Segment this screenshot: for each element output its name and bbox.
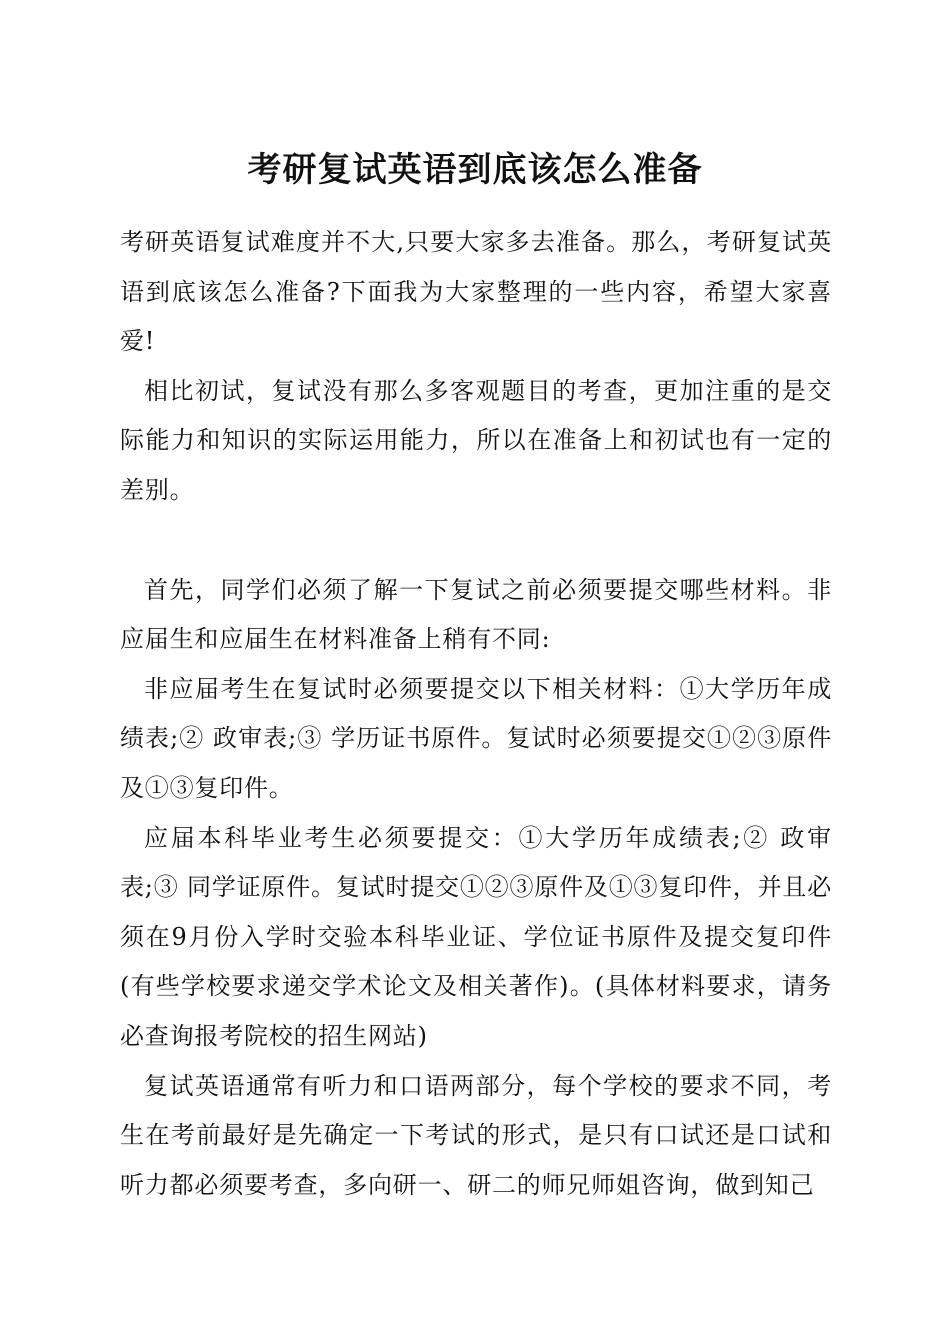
non-graduate-materials-paragraph: 非应届考生在复试时必须要提交以下相关材料：①大学历年成绩表;② 政审表;③ 学历证书原件。复试时必须要提交①②③原件及①③复印件。 xyxy=(120,674,832,802)
materials-intro-paragraph: 首先，同学们必须了解一下复试之前必须要提交哪些材料。非应届生和应届生在材料准备上稍有不同: xyxy=(120,575,832,654)
document-title: 考研复试英语到底该怎么准备 xyxy=(247,150,703,190)
intro-paragraph: 考研英语复试难度并不大,只要大家多去准备。那么，考研复试英语到底该怎么准备?下面我为大家整理的一些内容，希望大家喜爱! xyxy=(120,228,832,356)
comparison-paragraph: 相比初试，复试没有那么多客观题目的考查，更加注重的是交际能力和知识的实际运用能力，所以在准备上和初试也有一定的差别。 xyxy=(120,376,832,504)
graduate-materials-paragraph: 应届本科毕业考生必须要提交：①大学历年成绩表;② 政审表;③ 同学证原件。复试时提交①②③原件及①③复印件，并且必须在9月份入学时交验本科毕业证、学位证书原件及提交复印件(有些学校要求递交学术论文及相关著作)。(具体材料要求，请务必查询报考院校的招生网站) xyxy=(120,823,832,1050)
paragraph-spacer xyxy=(120,516,832,566)
exam-format-paragraph: 复试英语通常有听力和口语两部分，每个学校的要求不同，考生在考前最好是先确定一下考试的形式，是只有口试还是口试和听力都必须要考查，多向研一、研二的师兄师姐咨询，做到知己 xyxy=(120,1071,832,1199)
document-body xyxy=(120,218,832,1210)
